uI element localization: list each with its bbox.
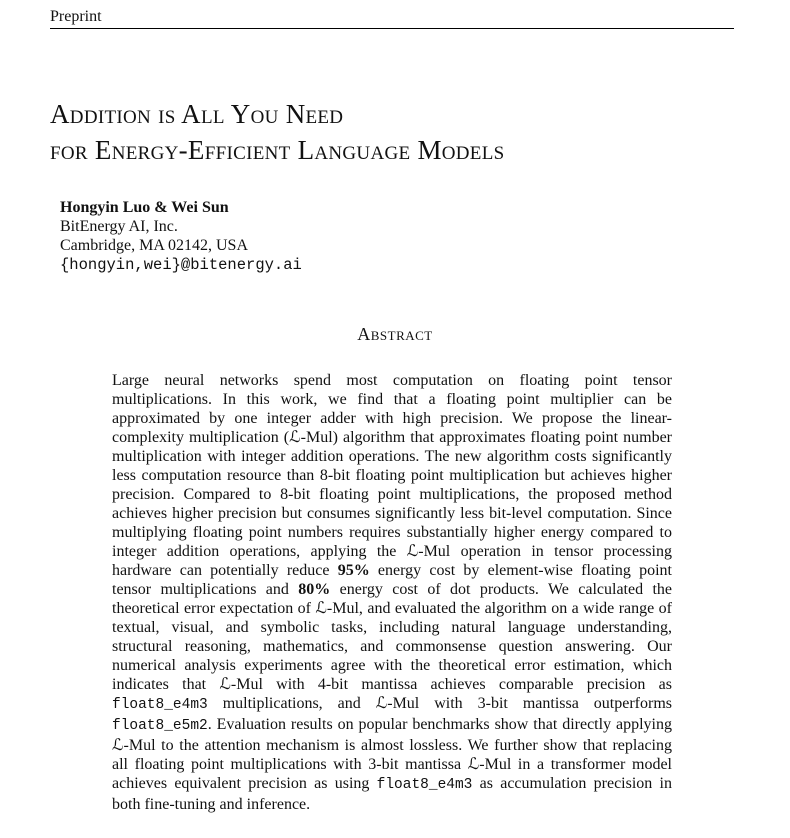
author-location: Cambridge, MA 02142, USA xyxy=(60,237,248,254)
author-email: {hongyin,wei}@bitenergy.ai xyxy=(60,256,302,274)
abstract-bold-80: 80% xyxy=(298,581,331,598)
abstract-text-3: energy cost of dot products. We calculated the theoretical error expectation of ℒ-Mul, and evaluated the algorithm on a wide range of textual, visual, and symbolic tasks, including natural language understanding, structural reasoning, mathematics, and commonsense question answering. Our numerical analysis experiments agree with the theoretical error estimation, which indicates that ℒ-Mul with 4-bit mantissa achieves comparable precision as xyxy=(112,581,672,693)
abstract-code-1: float8_e4m3 xyxy=(112,697,208,713)
abstract-bold-95: 95% xyxy=(337,562,370,579)
author-organization: BitEnergy AI, Inc. xyxy=(60,218,178,235)
author-block xyxy=(60,198,302,276)
abstract-code-2: float8_e5m2 xyxy=(112,718,208,734)
title-line-1: Addition is All You Need xyxy=(50,99,344,129)
abstract-body xyxy=(112,371,672,814)
abstract-code-3: float8_e4m3 xyxy=(376,777,473,793)
abstract-text-2: energy cost by element-wise floating point tensor multiplications and xyxy=(112,562,673,598)
abstract-text-4: multiplications, and ℒ-Mul with 3-bit mantissa outperforms xyxy=(207,695,672,712)
author-names: Hongyin Luo & Wei Sun xyxy=(60,199,229,216)
abstract-text-1: Large neural networks spend most computation on floating point tensor multiplications. In this work, we find that a floating point multiplier can be approximated by one integer adder with high precision. We propose the linear-complexity multiplication (ℒ-Mul) algorithm that approximates floating point number multiplication with integer addition operations. The new algorithm costs significantly less computation resource than 8-bit floating point multiplication but achieves higher precision. Compared to 8-bit floating point multiplications, the proposed method achieves higher precision but consumes significantly less bit-level computation. Since multiplying floating point numbers requires substantially higher energy compared to integer addition operations, applying the ℒ-Mul operation in tensor processing hardware can potentially reduce xyxy=(112,372,672,579)
page-header xyxy=(50,6,734,29)
abstract-text-6: as accumulation precision in both fine-tuning and inference. xyxy=(112,775,673,813)
paper-title xyxy=(50,96,750,168)
abstract-text-5: . Evaluation results on popular benchmarks show that directly applying ℒ-Mul to the attention mechanism is almost lossless. We further show that replacing all floating point multiplications with 3-bit mantissa ℒ-Mul in a transformer model achieves equivalent precision as using xyxy=(112,716,672,792)
abstract-heading: Abstract xyxy=(357,324,433,344)
preprint-label: Preprint xyxy=(50,8,102,25)
title-line-2: for Energy-Efficient Language Models xyxy=(50,135,505,165)
